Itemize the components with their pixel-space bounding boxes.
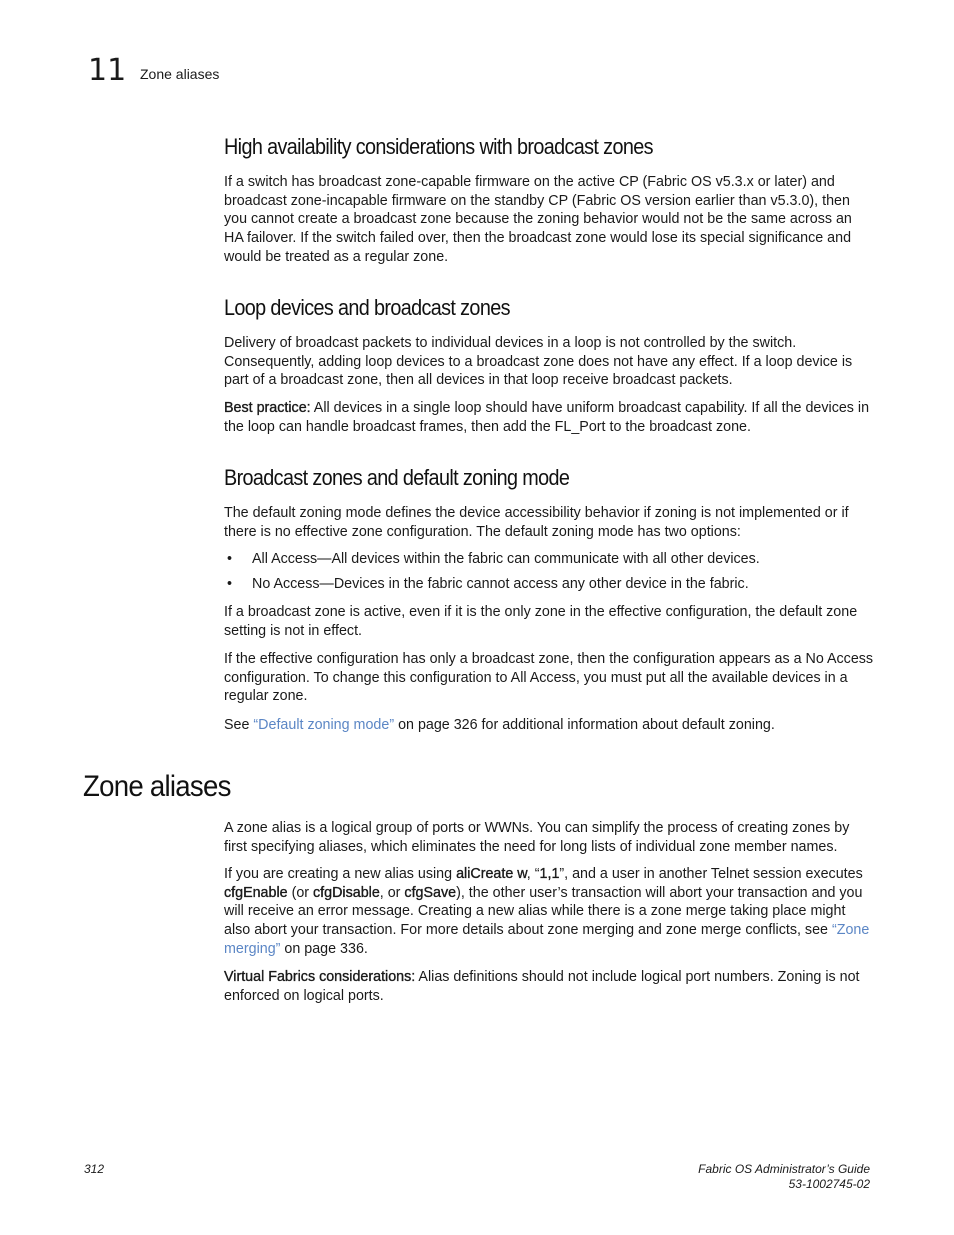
section-heading-zone-aliases: Zone aliases [83, 770, 231, 803]
text-run: (or [287, 884, 314, 901]
zone-merging-link[interactable]: “Zone merging” [224, 922, 870, 957]
aliases-paragraph-1: A zone alias is a logical group of ports or WWNs. You can simplify the process of creating zones by first specifying aliases, which eliminates the need for long lists of individual zone member names. [224, 820, 850, 855]
text-run: If you are creating a new alias using [224, 866, 457, 882]
command-cfgsave: cfgSave [404, 884, 457, 901]
chapter-number: 11 [88, 53, 127, 88]
best-practice-text: All devices in a single loop should have uniform broadcast capability. If all the devices in the loop can handle broadcast frames, then add the FL_Port to the broadcast zone. [224, 400, 870, 435]
section-heading-ha: High availability considerations with broadcast zones [224, 134, 653, 159]
text-run: , or [379, 884, 405, 901]
command-cfgenable: cfgEnable [224, 884, 288, 901]
command-cfgdisable: cfgDisable [313, 884, 380, 901]
command-argument: 1,1 [539, 866, 560, 882]
footer-doc-info [698, 1162, 870, 1192]
bullet-text-no-access: No Access—Devices in the fabric cannot access any other device in the fabric. [252, 576, 749, 592]
see-prefix: See [224, 717, 254, 733]
aliases-paragraph-2 [224, 865, 874, 959]
text-run: ), the other user’s transaction will abort your transaction and you will receive an error message. Creating a new alias while there is a zone merge taking place might also abort your transaction. For more details about zone merging and zone merge conflicts, see [224, 884, 863, 939]
running-head-title: Zone aliases [140, 66, 220, 82]
doc-number: 53-1002745-02 [788, 1177, 870, 1191]
see-also-paragraph [224, 716, 874, 735]
bullet-glyph: • [227, 551, 233, 567]
page-number: 312 [84, 1162, 105, 1176]
text-run: , “ [526, 866, 540, 882]
bullet-text-all-access: All Access—All devices within the fabric can communicate with all other devices. [252, 551, 760, 567]
best-practice-paragraph [224, 399, 874, 436]
default-zoning-mode-link[interactable]: “Default zoning mode” [253, 717, 395, 733]
command-alicreate: aliCreate w [456, 866, 527, 882]
ha-paragraph: If a switch has broadcast zone-capable firmware on the active CP (Fabric OS v5.3.x or later) and broadcast zone-incapable firmware on the standby CP (Fabric OS version earlier than v5.3.0), then you cannot create a broadcast zone because the zoning behavior would not be the same across an HA failover. If the switch failed over, then the broadcast zone would lose its special significance and would be treated as a regular zone. [224, 174, 852, 265]
default-mode-paragraph-3: If the effective configuration has only a broadcast zone, then the configuration appears as a No Access configuration. To change this configuration to All Access, you must put all the available devices in a regular zone. [224, 651, 874, 705]
virtual-fabrics-label: Virtual Fabrics considerations: [224, 969, 416, 985]
default-mode-paragraph-2: If a broadcast zone is active, even if it is the only zone in the effective configuration, the default zone setting is not in effect. [224, 604, 858, 639]
guide-title: Fabric OS Administrator’s Guide [698, 1162, 870, 1176]
bullet-glyph: • [227, 576, 233, 592]
see-suffix: on page 326 for additional information about default zoning. [394, 717, 775, 733]
text-run: ”, and a user in another Telnet session executes [559, 866, 863, 882]
section-heading-loop: Loop devices and broadcast zones [224, 295, 510, 320]
text-run: on page 336. [280, 940, 368, 957]
loop-paragraph: Delivery of broadcast packets to individual devices in a loop is not controlled by the switch. Consequently, adding loop devices to a broadcast zone does not have any effect. If a loop device is part of a broadcast zone, then all devices in that loop receive broadcast packets. [224, 335, 853, 389]
section-heading-default-mode: Broadcast zones and default zoning mode [224, 465, 570, 490]
virtual-fabrics-paragraph [224, 968, 874, 1005]
default-mode-intro: The default zoning mode defines the device accessibility behavior if zoning is not implemented or if there is no effective zone configuration. The default zoning mode has two options: [224, 505, 849, 540]
best-practice-label: Best practice: [224, 400, 311, 416]
virtual-fabrics-text: Alias definitions should not include logical port numbers. Zoning is not enforced on logical ports. [224, 969, 860, 1004]
